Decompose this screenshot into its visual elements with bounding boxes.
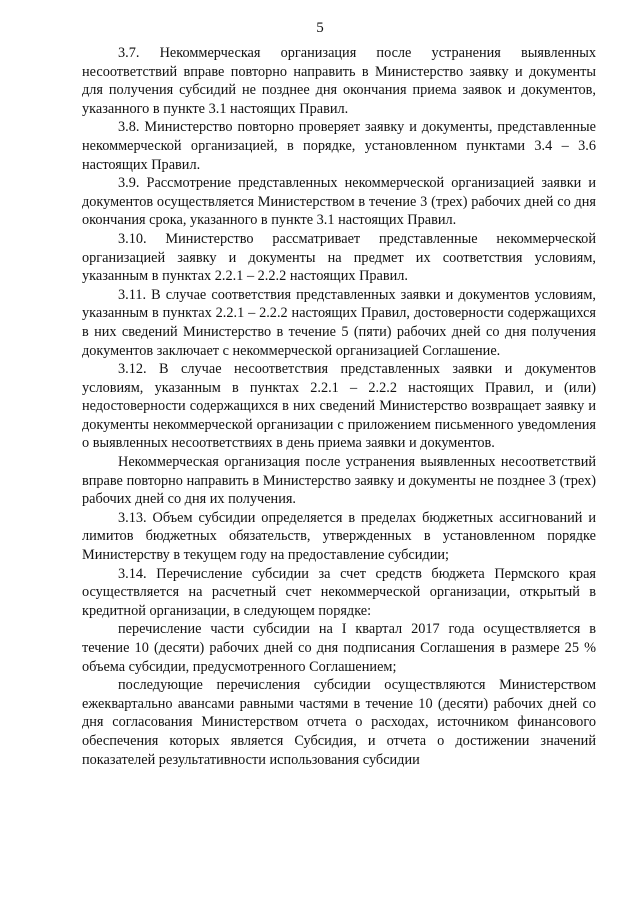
paragraph-3-11: 3.11. В случае соответствия представленных заявки и документов условиям, указанным в пунктах 2.2.1 – 2.2.2 настоящих Правил, достоверности содержащихся в них сведений Министерство в течение 5 (пяти) рабочих дней со дня получения документов заключает с некоммерческой организацией Соглашение. (82, 286, 596, 359)
paragraph-3-10: 3.10. Министерство рассматривает представленные некоммерческой организацией заявку и документы на предмет их соответствия условиям, указанным в пунктах 2.2.1 – 2.2.2 настоящих Правил. (82, 230, 596, 285)
page-number: 5 (316, 20, 324, 36)
paragraph-3-14: 3.14. Перечисление субсидии за счет средств бюджета Пермского края осуществляется на расчетный счет некоммерческой организации, открытый в кредитной организации, в следующем порядке: (82, 565, 596, 619)
paragraph-first-transfer: перечисление части субсидии на I квартал 2017 года осуществляется в течение 10 (десяти) рабочих дней со дня подписания Соглашения в размере 25 % объема субсидии, предусмотренного Соглашением; (82, 621, 596, 675)
paragraph-3-7: 3.7. Некоммерческая организация после устранения выявленных несоответствий вправе повторно направить в Министерство заявку и документы для получения субсидий не позднее дня окончания приема заявок и документов, указанного в пункте 3.1 настоящих Правил. (82, 45, 596, 117)
document-body (82, 44, 596, 769)
paragraph-subsequent-transfers: последующие перечисления субсидии осуществляются Министерством ежеквартально авансами равными частями в течение 10 (десяти) рабочих дней со дня согласования Министерством отчета о расходах, источником финансового обеспечения которых является Субсидия, и отчета о достижении значений показателей результативности использования субсидии (82, 677, 596, 768)
paragraph-3-12: 3.12. В случае несоответствия представленных заявки и документов условиям, указанным в пунктах 2.2.1 – 2.2.2 настоящих Правил, и (или) недостоверности содержащихся в них сведений Министерство возвращает заявку и документы некоммерческой организации с приложением письменного уведомления о выявленных несоответствиях в день приема заявки и документов. (82, 361, 596, 452)
paragraph-3-9: 3.9. Рассмотрение представленных некоммерческой организацией заявки и документов осуществляется Министерством в течение 3 (трех) рабочих дней со дня окончания срока, указанного в пункте 3.1 настоящих Правил. (82, 175, 596, 229)
paragraph-resubmission: Некоммерческая организация после устранения выявленных несоответствий вправе повторно направить в Министерство заявку и документы не позднее 3 (трех) рабочих дней со дня их получения. (82, 454, 596, 508)
paragraph-3-8: 3.8. Министерство повторно проверяет заявку и документы, представленные некоммерческой организацией, в порядке, установленном пунктами 3.4 – 3.6 настоящих Правил. (82, 119, 596, 173)
paragraph-3-13: 3.13. Объем субсидии определяется в пределах бюджетных ассигнований и лимитов бюджетных обязательств, утвержденных в установленном порядке Министерству в текущем году на предоставление субсидии; (82, 509, 596, 564)
